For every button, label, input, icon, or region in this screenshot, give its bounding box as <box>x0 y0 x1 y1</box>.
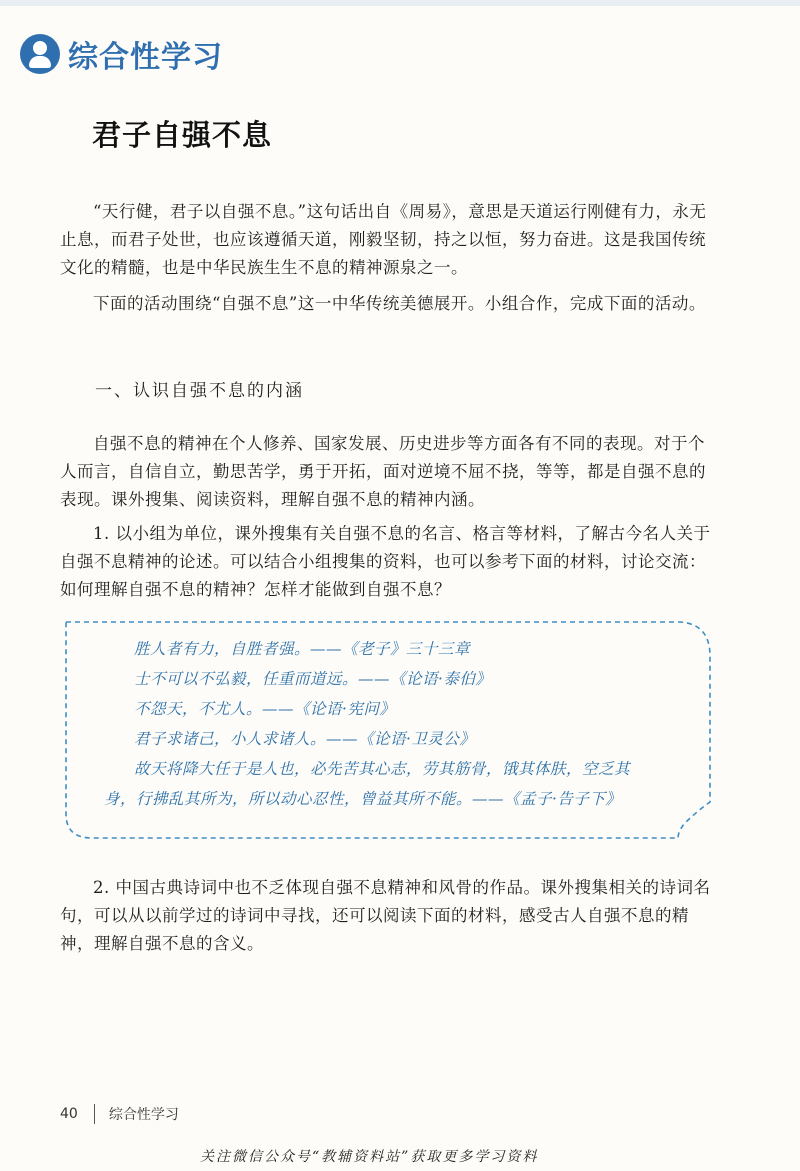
quote-line: 君子求诸己，小人求诸人。——《论语·卫灵公》 <box>134 730 476 748</box>
page-number: 40 <box>60 1106 78 1122</box>
section-title: 综合性学习 <box>68 40 223 75</box>
quote-line: 胜人者有力，自胜者强。——《老子》三十三章 <box>134 640 471 658</box>
page-footer <box>60 1104 179 1124</box>
task-2: 2. 中国古典诗词中也不乏体现自强不息精神和风骨的作品。课外搜集相关的诗词名句，可以从以前学过的诗词中寻找，还可以阅读下面的材料，感受古人自强不息的精神，理解自强不息的含义。 <box>60 878 711 953</box>
quote-line: 不怨天，不尤人。——《论语·宪问》 <box>134 700 396 718</box>
watermark: 关注微信公众号“教辅资料站”获取更多学习资料 <box>200 1149 539 1165</box>
quote-long-rest: 身，行拂乱其所为，所以动心忍性，曾益其所不能。——《孟子·告子下》 <box>104 790 622 808</box>
footer-section-name: 综合性学习 <box>108 1107 179 1123</box>
task-1: 1. 以小组为单位，课外搜集有关自强不息的名言、格言等材料，了解古今名人关于自强不息精神的论述。可以结合小组搜集的资料，也可以参考下面的材料，讨论交流：如何理解自强不息的精神？怎样才能做到自强不息？ <box>60 524 711 599</box>
section-heading: 一、认识自强不息的内涵 <box>95 381 304 401</box>
quote-long-first: 故天将降大任于是人也，必先苦其心志，劳其筋骨，饿其体肤，空乏其 <box>134 760 631 778</box>
lesson-title: 君子自强不息 <box>92 118 273 152</box>
quote-list <box>62 634 712 814</box>
intro-paragraph-1: “天行健，君子以自强不息。”这句话出自《周易》，意思是天道运行刚健有力，永无止息，而君子处世，也应该遵循天道，刚毅坚韧，持之以恒，努力奋进。这是我国传统文化的精髓，也是中华民族生生不息的精神源泉之一。 <box>60 202 707 277</box>
section-header <box>20 28 223 80</box>
top-rule <box>0 0 800 6</box>
quote-line: 士不可以不弘毅，任重而道远。——《论语·泰伯》 <box>134 670 492 688</box>
quote-box <box>62 616 712 840</box>
section-paragraph: 自强不息的精神在个人修养、国家发展、历史进步等方面各有不同的表现。对于个人而言，自信自立，勤思苦学，勇于开拓，面对逆境不屈不挠，等等，都是自强不息的表现。课外搜集、阅读资料，理解自强不息的精神内涵。 <box>60 434 706 509</box>
quote-line-long <box>62 754 712 814</box>
person-icon <box>20 34 60 74</box>
intro-paragraph-2: 下面的活动围绕“自强不息”这一中华传统美德展开。小组合作，完成下面的活动。 <box>93 294 706 313</box>
footer-divider <box>94 1104 95 1124</box>
